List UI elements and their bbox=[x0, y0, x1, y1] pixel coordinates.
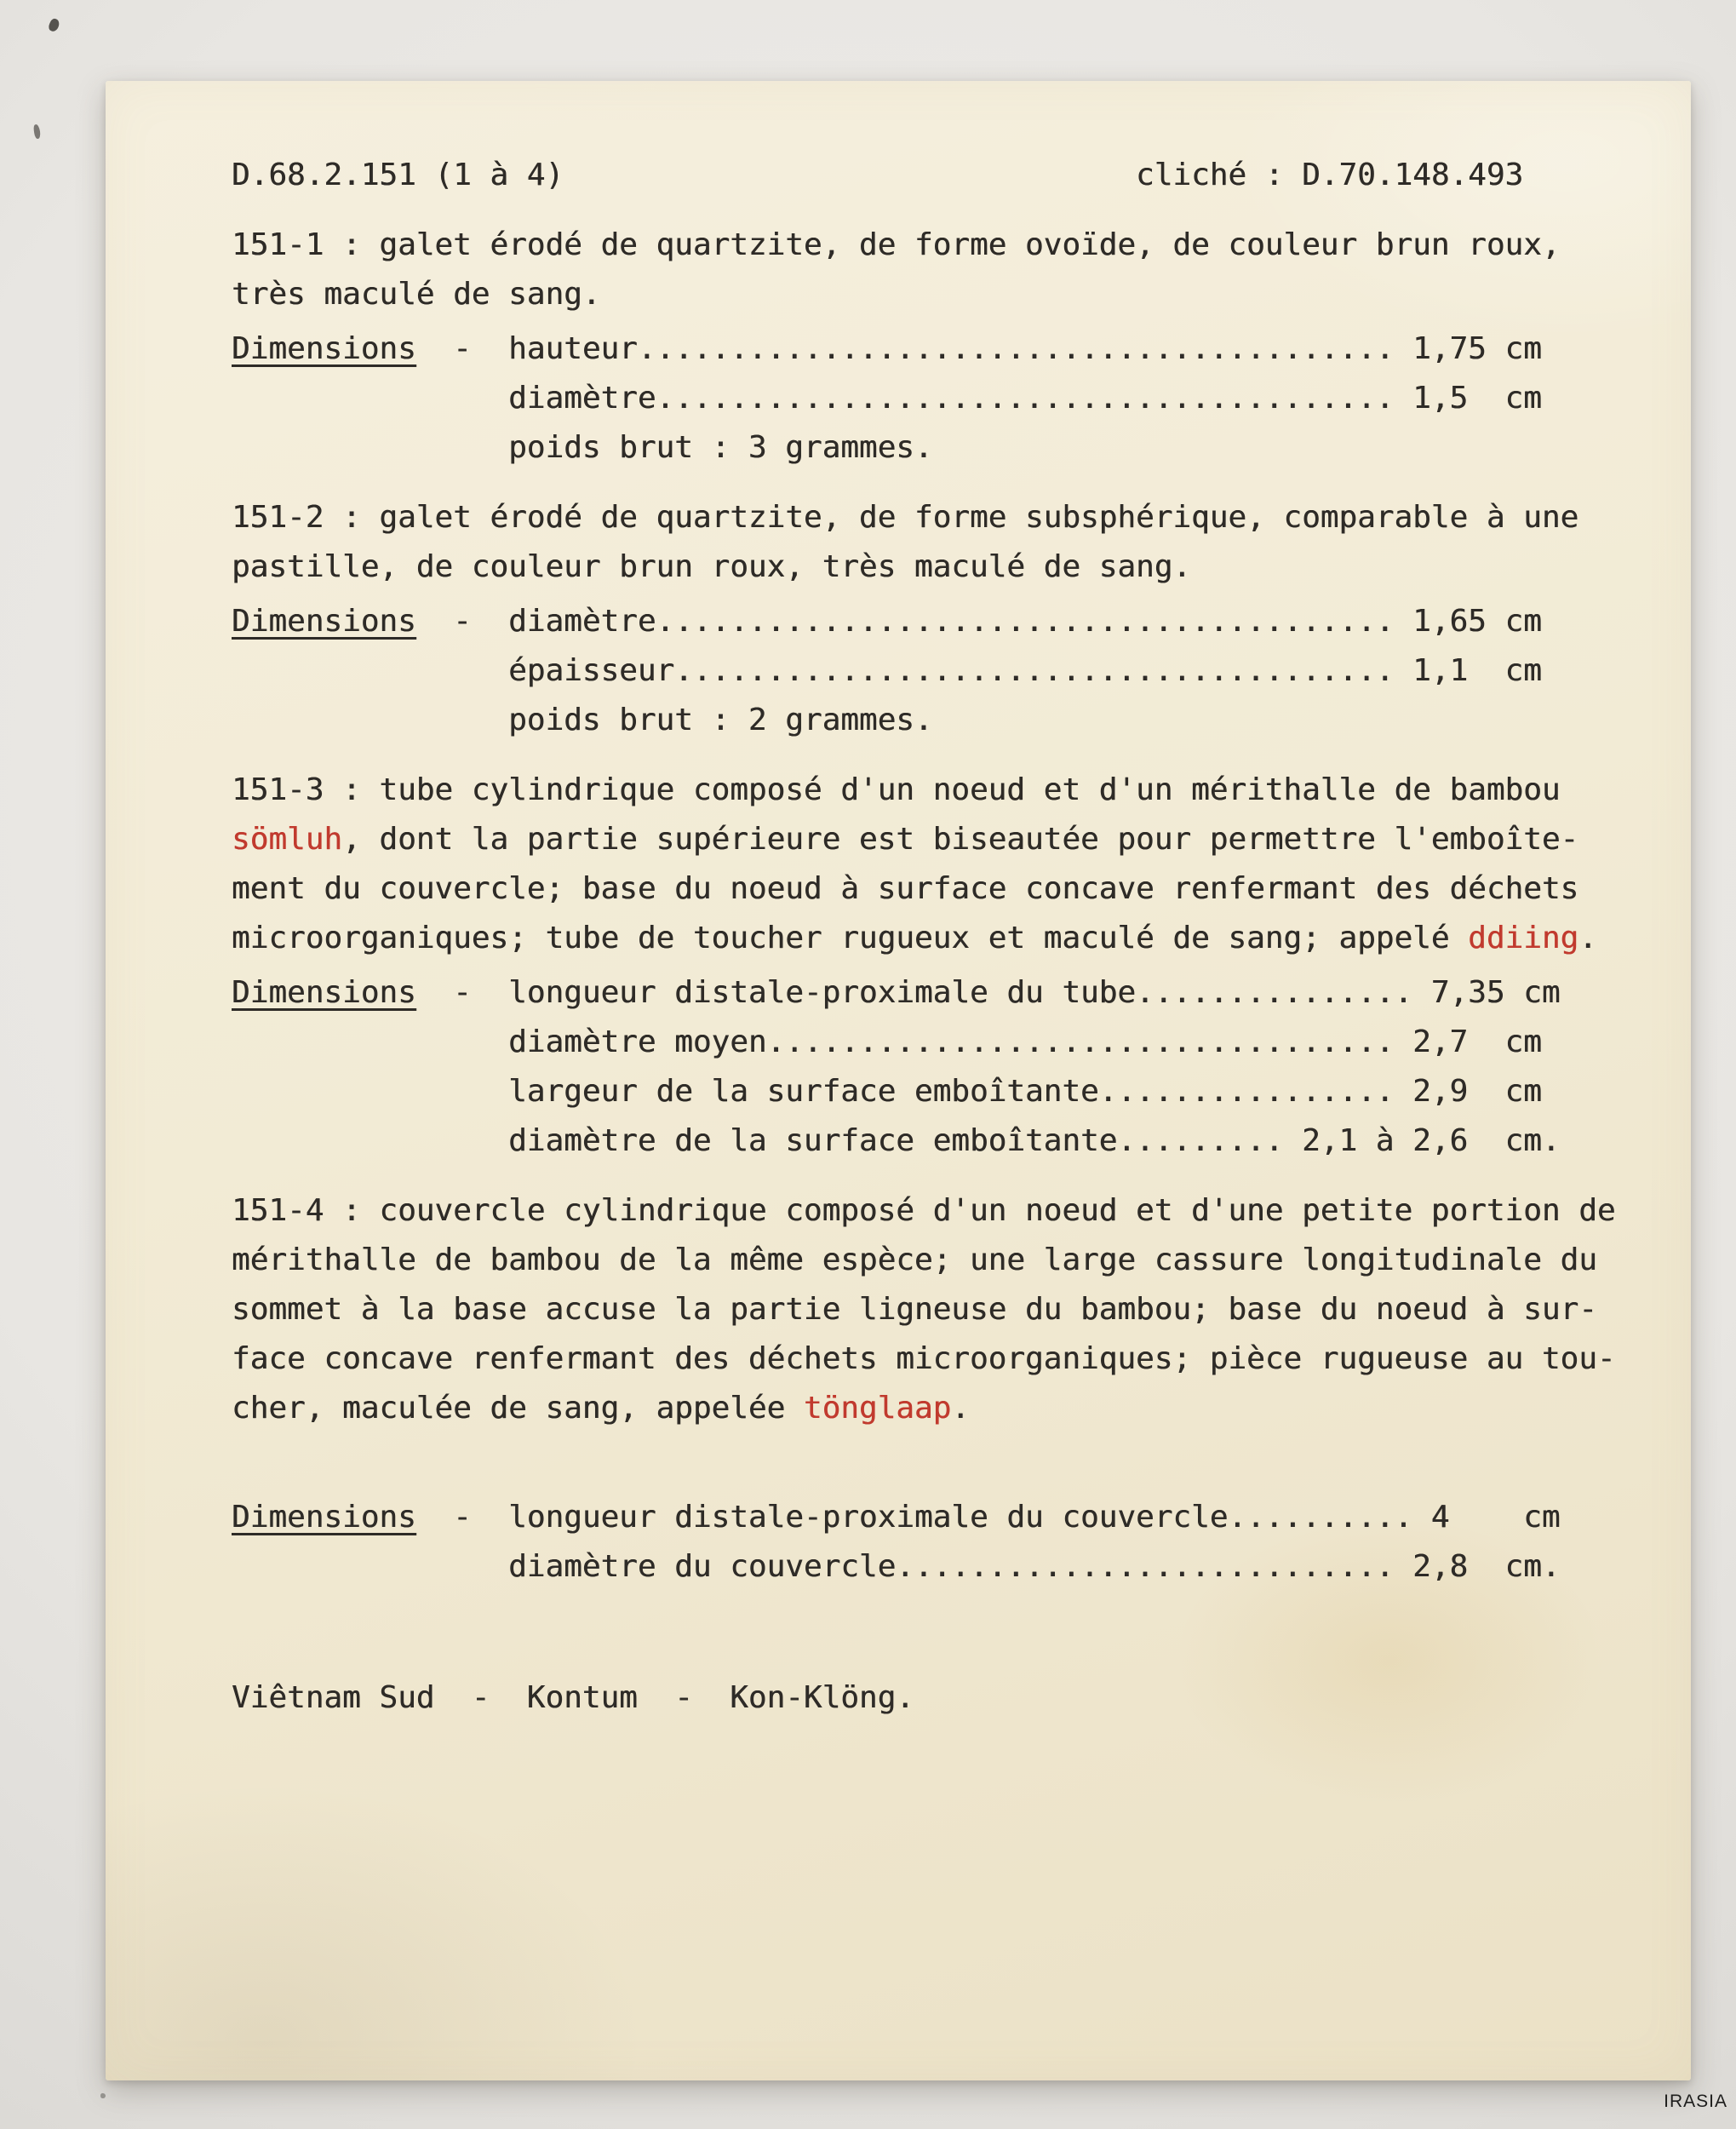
document-line bbox=[232, 1673, 1660, 1723]
document-line bbox=[232, 1018, 1660, 1067]
text-segment: 151-4 : couvercle cylindrique composé d'un noeud et d'une petite portion de bbox=[232, 1193, 1616, 1228]
dimensions-label: Dimensions bbox=[232, 604, 416, 639]
text-segment: 151-1 : galet érodé de quartzite, de forme ovoïde, de couleur brun roux, bbox=[232, 227, 1561, 262]
text-segment: très maculé de sang. bbox=[232, 277, 601, 312]
document-line bbox=[232, 766, 1660, 815]
text-segment: sommet à la base accuse la partie ligneuse du bambou; base du noeud à sur- bbox=[232, 1292, 1597, 1327]
text-segment: diamètre de la surface emboîtante......... 2,1 à 2,6 cm. bbox=[232, 1123, 1561, 1158]
footer-block bbox=[232, 1673, 1660, 1723]
term-somluh: sömluh bbox=[232, 822, 343, 857]
document-line bbox=[232, 493, 1660, 542]
provenance: Viêtnam Sud - Kontum - Kon-Klöng. bbox=[232, 1680, 914, 1715]
text-segment: - longueur distale-proximale du couvercle.......... 4 cm bbox=[415, 1500, 1561, 1535]
text-segment: épaisseur....................................... 1,1 cm bbox=[232, 653, 1542, 688]
document-line bbox=[232, 1236, 1660, 1285]
dimensions-block bbox=[232, 324, 1660, 473]
text-segment: - hauteur......................................... 1,75 cm bbox=[415, 331, 1542, 366]
dust-speck bbox=[33, 124, 41, 140]
text-segment: - longueur distale-proximale du tube............... 7,35 cm bbox=[415, 975, 1561, 1010]
document-line bbox=[232, 696, 1660, 745]
cliche-number: cliché : D.70.148.493 bbox=[1136, 158, 1524, 192]
text-segment: . bbox=[951, 1391, 970, 1426]
dimensions-block bbox=[232, 597, 1660, 745]
term-tonglaap: tönglaap bbox=[803, 1391, 952, 1426]
document-line bbox=[232, 914, 1660, 963]
paper-sheet bbox=[106, 81, 1691, 2080]
document-line bbox=[232, 374, 1660, 423]
paragraph-block bbox=[232, 221, 1660, 319]
document-line bbox=[232, 864, 1660, 914]
document-line bbox=[232, 1334, 1660, 1384]
document-line bbox=[232, 1493, 1660, 1542]
document-line bbox=[232, 968, 1660, 1018]
text-segment: poids brut : 2 grammes. bbox=[232, 703, 933, 737]
text-segment: microorganiques; tube de toucher rugueux et maculé de sang; appelé bbox=[232, 921, 1469, 955]
header-block bbox=[232, 151, 1660, 200]
paragraph-block bbox=[232, 1186, 1660, 1433]
text-segment: ment du couvercle; base du noeud à surface concave renfermant des déchets bbox=[232, 871, 1579, 906]
text-segment: , dont la partie supérieure est biseautée pour permettre l'emboîte- bbox=[342, 822, 1579, 857]
dimensions-label: Dimensions bbox=[232, 1500, 416, 1535]
text-segment: face concave renfermant des déchets microorganiques; pièce rugueuse au tou- bbox=[232, 1341, 1616, 1376]
document-line bbox=[232, 1285, 1660, 1334]
document-line bbox=[232, 423, 1660, 473]
text-segment: diamètre du couvercle........................... 2,8 cm. bbox=[232, 1549, 1561, 1584]
dimensions-detached-block bbox=[232, 1493, 1660, 1592]
document-line bbox=[232, 597, 1660, 646]
document-line bbox=[232, 1384, 1660, 1433]
document-line bbox=[232, 646, 1660, 696]
dust-speck bbox=[47, 17, 60, 32]
term-ddiing: ddiing bbox=[1468, 921, 1579, 955]
catalog-number: D.68.2.151 (1 à 4) bbox=[232, 158, 564, 192]
text-segment: 151-2 : galet érodé de quartzite, de forme subsphérique, comparable à une bbox=[232, 500, 1579, 535]
dust-speck bbox=[100, 2093, 106, 2098]
document-line bbox=[232, 221, 1660, 270]
paragraph-block bbox=[232, 766, 1660, 963]
document-line bbox=[232, 542, 1660, 592]
document-line bbox=[232, 151, 1660, 200]
text-segment: pastille, de couleur brun roux, très maculé de sang. bbox=[232, 549, 1192, 584]
text-segment: diamètre moyen.................................. 2,7 cm bbox=[232, 1024, 1542, 1059]
text-segment: . bbox=[1578, 921, 1597, 955]
document-line bbox=[232, 270, 1660, 319]
document-line bbox=[232, 815, 1660, 864]
dimensions-label: Dimensions bbox=[232, 975, 416, 1010]
document-line bbox=[232, 1116, 1660, 1166]
text-segment: poids brut : 3 grammes. bbox=[232, 430, 933, 465]
document-body bbox=[106, 81, 1691, 1723]
document-line bbox=[232, 1186, 1660, 1236]
text-segment: diamètre........................................ 1,5 cm bbox=[232, 381, 1542, 416]
text-segment: 151-3 : tube cylindrique composé d'un noeud et d'un mérithalle de bambou bbox=[232, 772, 1561, 807]
text-segment bbox=[564, 158, 1136, 192]
text-segment: - diamètre........................................ 1,65 cm bbox=[415, 604, 1542, 639]
text-segment: mérithalle de bambou de la même espèce; une large cassure longitudinale du bbox=[232, 1242, 1597, 1277]
dimensions-label: Dimensions bbox=[232, 331, 416, 366]
text-segment: largeur de la surface emboîtante................ 2,9 cm bbox=[232, 1074, 1542, 1109]
document-line bbox=[232, 1542, 1660, 1592]
paragraph-block bbox=[232, 493, 1660, 592]
watermark: IRASIA bbox=[1664, 2092, 1727, 2111]
document-line bbox=[232, 324, 1660, 374]
text-segment: cher, maculée de sang, appelée bbox=[232, 1391, 804, 1426]
dimensions-block bbox=[232, 968, 1660, 1166]
document-line bbox=[232, 1067, 1660, 1116]
